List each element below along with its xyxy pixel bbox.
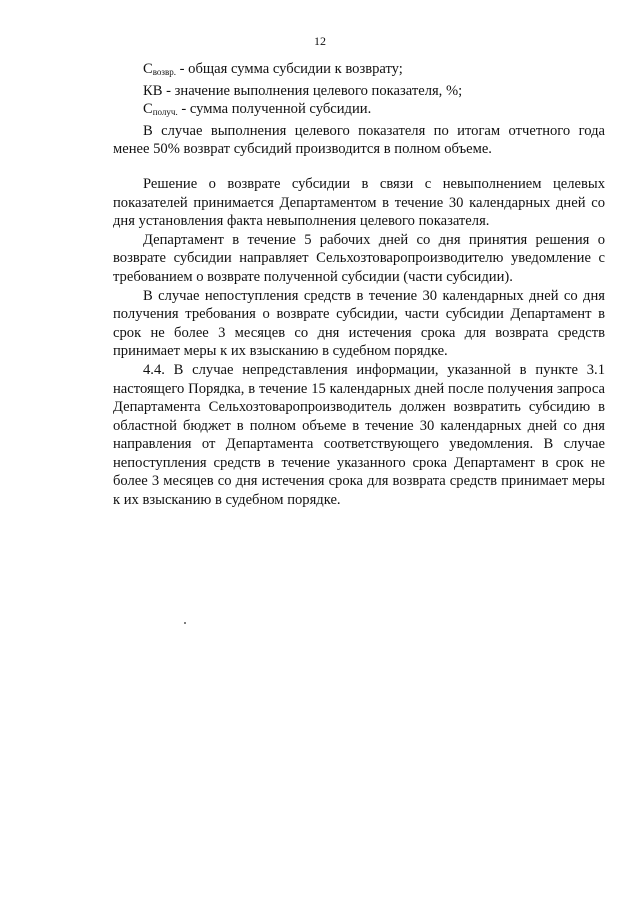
formula-symbol: КВ <box>143 82 163 99</box>
paragraph-court-recovery: В случае непоступления средств в течение 30 календарных дней со дня получения требования о возврате субсидии, части субсидии Департамент в срок не более 3 месяцев со дня истечения срока для возврата средств принимает меры к их взысканию в судебном порядке. <box>113 287 605 360</box>
page-number: 12 <box>314 34 326 48</box>
scan-speck <box>184 622 186 624</box>
formula-legend-line <box>113 82 605 101</box>
formula-symbol: $С_{получ.}$ <box>143 101 178 118</box>
formula-legend-line <box>113 100 605 122</box>
paragraph-refund-decision: Решение о возврате субсидии в связи с невыполнением целевых показателей принимается Департаментом в течение 30 календарных дней со дня установления факта невыполнения целевого показателя. <box>113 175 605 230</box>
formula-description: - значение выполнения целевого показателя, %; <box>162 82 463 99</box>
paragraph-4-4: 4.4. В случае непредставления информации, указанной в пункте 3.1 настоящего Порядка, в течение 15 календарных дней после получения запроса Департамента Сельхозтоваропроизводитель должен возвратить субсидию в областной бюджет в полном объеме в течение 30 календарных дней со дня направления от Департамента соответствующего уведомления. В случае непоступления средств в течение указанного срока Департамент в срок не более 3 месяцев со дня истечения срока для возврата средств принимает меры к их взысканию в судебном порядке. <box>113 361 605 509</box>
paragraph-full-refund: В случае выполнения целевого показателя по итогам отчетного года менее 50% возврат субсидий производится в полном объеме. <box>113 122 605 158</box>
formula-legend-line <box>113 60 605 82</box>
formula-description: - общая сумма субсидии к возврату; <box>175 61 403 77</box>
document-body <box>113 60 605 510</box>
paragraph-notification: Департамент в течение 5 рабочих дней со дня принятия решения о возврате субсидии направляет Сельхозтоваропроизводителю уведомление с требованием о возврате полученной субсидии (части субсидии). <box>113 231 605 285</box>
formula-symbol: $С_{возвр.}$ <box>143 61 176 77</box>
formula-description: - сумма полученной субсидии. <box>177 101 372 118</box>
